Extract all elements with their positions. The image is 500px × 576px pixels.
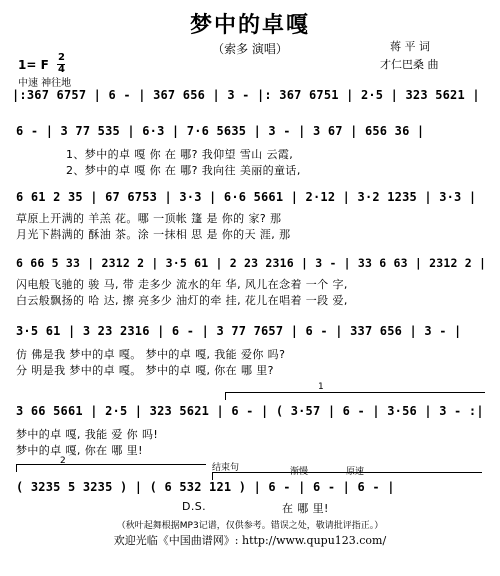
system-2-lyric-verse-1: 1、梦中的卓 嘎 你 在 哪? 我仰望 雪山 云霞, [66,148,294,161]
a-tempo-marking: 原速 [346,467,365,477]
system-2-lyric-verse-2: 2、梦中的卓 嘎 你 在 哪? 我向往 美丽的童话, [66,164,301,177]
dal-segno-marking: D.S. [182,500,207,513]
system-3-lyric-verse-2: 月光下斟满的 酥油 茶。涂 一抹相 思 是 你的天 涯, 那 [16,228,291,241]
system-1-notes: |:367 6757 | 6 - | 367 656 | 3 - |: 367 6751 | 2·5 | 323 5621 | [12,88,480,102]
system-6-notes: 3 66 5661 | 2·5 | 323 5621 | 6 - | ( 3·57 | 6 - | 3·56 | 3 - :| [16,404,484,418]
key-signature: 1= F [18,58,49,72]
system-5-lyric-verse-1: 仿 佛是我 梦中的卓 嘎。 梦中的卓 嘎, 我能 爱你 吗? [16,348,286,361]
volta-2-bracket-left [16,464,17,472]
system-2-notes: 6 - | 3 77 535 | 6·3 | 7·6 5635 | 3 - | 3 67 | 656 36 | [16,124,425,138]
volta-2-bracket [16,464,206,465]
ending-marker: 结束句 [212,463,240,473]
system-7-lyric-end: 在 哪 里! [282,502,329,515]
system-4-lyric-verse-1: 闪电般飞驰的 骏 马, 带 走多少 流水的年 华, 风儿在念着 一个 字, [16,278,348,291]
composer-credit: 才仁巴桑 曲 [380,58,439,71]
system-5-lyric-verse-2: 分 明是我 梦中的卓 嘎。 梦中的卓 嘎, 你在 哪 里? [16,364,274,377]
system-4-notes: 6 66 5 33 | 2312 2 | 3·5 61 | 2 23 2316 | 3 - | 33 6 63 | 2312 2 | [16,256,487,270]
system-3-lyric-verse-1: 草原上开满的 羊羔 花。哪 一顶帐 篷 是 你的 家? 那 [16,212,282,225]
time-signature-top: 2 [58,52,65,63]
system-6-lyric-verse-1: 梦中的卓 嘎, 我能 爱 你 吗! [16,428,159,441]
song-title: 梦中的卓嘎 [189,13,310,38]
lyricist-credit: 蒋 平 词 [390,40,430,53]
volta-2-label: 2 [60,456,66,466]
volta-1-bracket-left [225,392,226,400]
transcription-note: （秋叶起舞根据MP3记谱，仅供参考。错误之处，敬请批评指正。） [116,521,384,531]
performer-credit: （索多 演唱） [212,42,288,56]
volta-1-label: 1 [318,382,324,392]
system-5-notes: 3·5 61 | 3 23 2316 | 6 - | 3 77 7657 | 6 - | 337 656 | 3 - | [16,324,462,338]
volta-1-bracket [225,392,485,393]
system-4-lyric-verse-2: 白云般飘扬的 哈 达, 擦 亮多少 油灯的牵 挂, 花儿在唱着 一段 爱, [16,294,348,307]
ending-bracket-left [212,472,213,480]
system-3-notes: 6 61 2 35 | 67 6753 | 3·3 | 6·6 5661 | 2·12 | 3·2 1235 | 3·3 | [16,190,477,204]
website-credit: 欢迎光临《中国曲谱网》: http://www.qupu123.com/ [113,534,387,547]
tempo-marking: 中速 神往地 [18,78,72,89]
ritardando-marking: 渐慢 [290,467,309,477]
system-6-lyric-verse-2: 梦中的卓 嘎, 你在 哪 里! [16,444,143,457]
system-7-notes: ( 3235 5 3235 ) | ( 6 532 121 ) | 6 - | 6 - | 6 - | [16,480,395,494]
time-signature-bottom: 4 [58,64,65,75]
